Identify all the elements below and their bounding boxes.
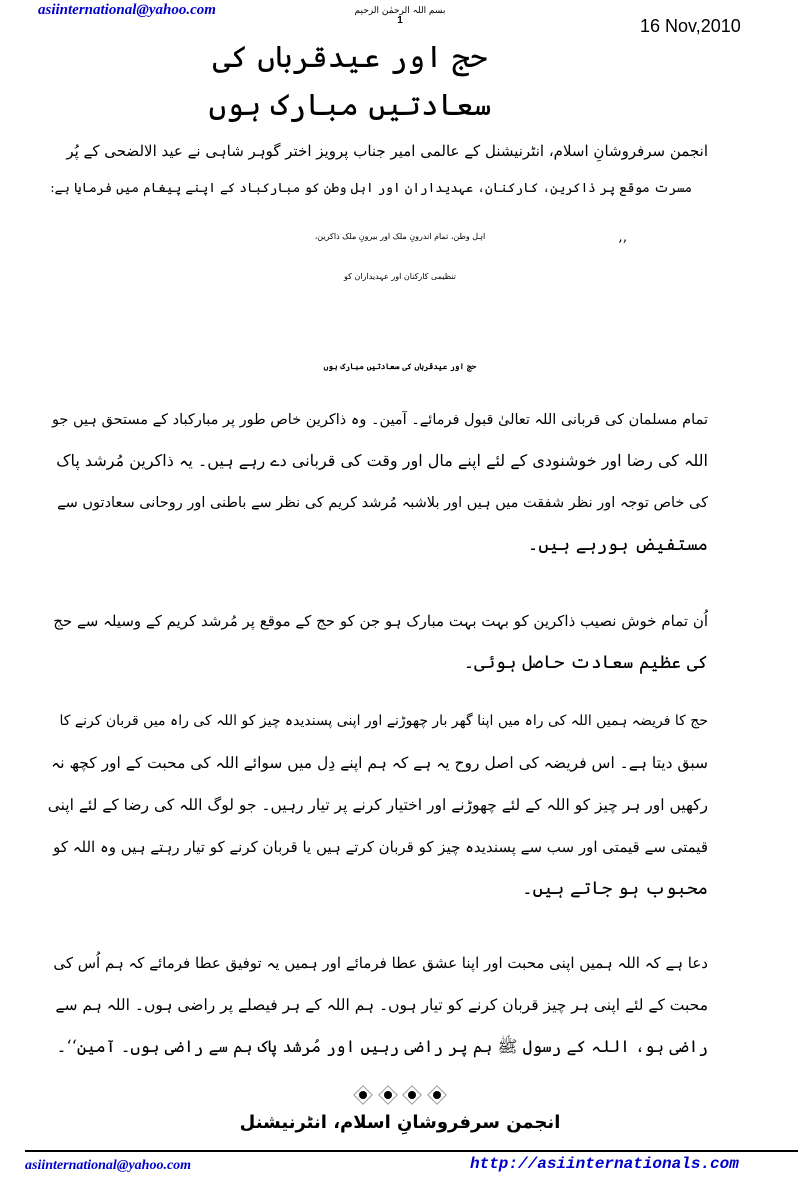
paragraph-line: کی عظیم سعادت حاصل ہوئی۔ bbox=[463, 652, 708, 673]
star-ornament-icon bbox=[403, 1086, 421, 1104]
paragraph-line: سبق دیتا ہے۔ اس فریضہ کی اصل روح یہ ہے کہ ہم اپنے دِل میں سوائے اللہ کی محبت کے اور کچھ نہ bbox=[51, 754, 708, 772]
paragraph-line: مستفیض ہورہے ہیں۔ bbox=[527, 534, 708, 555]
quote-open-mark: ’’ bbox=[618, 238, 627, 254]
paragraph-line: اللہ کی رضا اور خوشنودی کے لئے اپنے مال اور وقت کی قربانی دے رہے ہیں۔ یہ ذاکرین مُرشد پاک bbox=[56, 451, 708, 470]
intro-line: مسرت موقع پر ذاکرین، کارکنان، عہدیداران اور اہل وطن کو مبارکباد کے اپنے پیغام میں فرمایا ہے: bbox=[50, 181, 692, 196]
address-line: تنظیمی کارکنان اور عہدیداران کو bbox=[344, 272, 456, 281]
paragraph-line: راضی ہو، اللہ کے رسول ﷺ ہم پر راضی رہیں اور مُرشد پاک ہم سے راضی ہوں۔ آمین‘‘۔ bbox=[56, 1037, 708, 1056]
paragraph-line: کی خاص توجہ اور نظر شفقت میں ہیں اور بلاشبہ مُرشد کریم کی نظر سے باطنی اور روحانی سعادتوں سے bbox=[57, 495, 708, 511]
paragraph-line: رکھیں اور ہر چیز کو اللہ کے لئے چھوڑنے اور اختیار کرنے پر تیار رہیں۔ جو لوگ اللہ کی رضا کے لئے اپنی bbox=[47, 796, 708, 814]
footer-email-link[interactable]: asiinternational@yahoo.com bbox=[25, 1158, 192, 1173]
footer-website-link[interactable]: http://asiinternationals.com bbox=[470, 1155, 739, 1173]
paragraph-line: محبت کے لئے اپنی ہر چیز قربان کرنے کو تیار ہوں۔ ہم اللہ کے ہر فیصلے پر راضی ہوں۔ اللہ ہم سے bbox=[55, 996, 708, 1014]
intro-line: انجمن سرفروشانِ اسلام، انٹرنیشنل کے عالمی امیر جناب پرویز اختر گوہر شاہی نے عید الالضحی کے پُر bbox=[66, 142, 708, 160]
date-label: 16 Nov,2010 bbox=[640, 16, 741, 36]
star-ornament-icon bbox=[354, 1086, 372, 1104]
address-line: اہل وطن، تمام اندرونِ ملک اور بیرونِ ملک ذاکرین، bbox=[314, 232, 486, 241]
organization-name: انجمن سرفروشانِ اسلام، انٹرنیشنل bbox=[239, 1112, 561, 1133]
header-email-link[interactable]: asiinternational@yahoo.com bbox=[38, 2, 216, 18]
paragraph-line: محبوب ہو جاتے ہیں۔ bbox=[522, 878, 708, 899]
star-ornament-icon bbox=[428, 1086, 446, 1104]
star-ornament-separator bbox=[354, 1086, 446, 1104]
paragraph-line: حج کا فریضہ ہمیں اللہ کی راہ میں اپنا گھر بار چھوڑنے اور اپنی پسندیدہ چیز کو اللہ کی راہ میں قربان کرنے کا bbox=[59, 713, 708, 729]
bismillah-text: بسم اللہ الرحمٰن الرحیم bbox=[354, 6, 446, 16]
paragraph-line: دعا ہے کہ اللہ ہمیں اپنی محبت اور اپنا عشق عطا فرمائے اور ہمیں یہ توفیق عطا فرمائے کہ ہم اُس کی bbox=[53, 954, 708, 972]
page-number: 1 bbox=[397, 15, 403, 26]
star-ornament-icon bbox=[379, 1086, 397, 1104]
paragraph-line: اُن تمام خوش نصیب ذاکرین کو بہت بہت مبارک ہو جن کو حج کے موقع پر مُرشد کریم کے وسیلہ سے حج bbox=[53, 612, 708, 630]
paragraph-line: تمام مسلمان کی قربانی اللہ تعالیٰ قبول فرمائے۔ آمین۔ وہ ذاکرین خاص طور پر مبارکباد کے مستحق ہیں جو bbox=[51, 412, 708, 428]
paragraph-line: قیمتی سے قیمتی اور سب سے پسندیدہ چیز کو قربان کرتے ہیں یا قربان کرنے کو تیار رہتے ہیں وہ اللہ کو bbox=[53, 838, 708, 856]
footer-divider bbox=[25, 1150, 798, 1152]
main-title: حج اور عیدقرباں کی سعادتیں مبارک ہوں bbox=[323, 361, 477, 371]
page-title: حج اور عیدقرباں کی سعادتیں مبارک ہوں bbox=[208, 40, 492, 123]
